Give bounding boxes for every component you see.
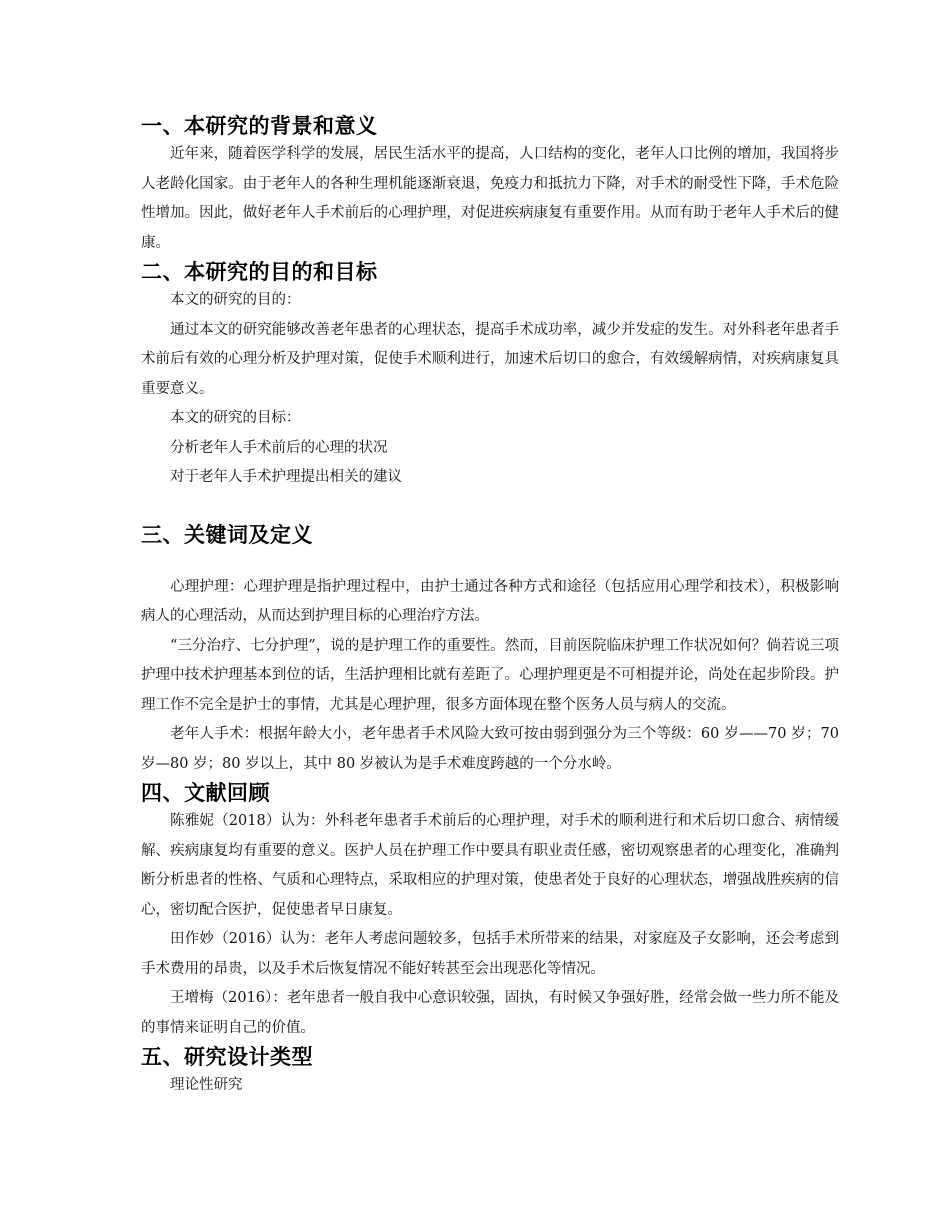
section-heading: 五、研究设计类型 [141,1045,313,1069]
paragraph: 心理护理：心理护理是指护理过程中，由护士通过各种方式和途径（包括应用心理学和技术），积极影响病人的心理活动，从而达到护理目标的心理治疗方法。 [141,578,839,624]
section-heading: 二、本研究的目的和目标 [141,260,378,284]
paragraph: 本文的研究的目标： [170,410,301,426]
paragraph: 对于老年人手术护理提出相关的建议 [170,469,402,485]
paragraph: 通过本文的研究能够改善老年患者的心理状态，提高手术成功率，减少并发症的发生。对外科老年患者手术前后有效的心理分析及护理对策，促使手术顺利进行，加速术后切口的愈合，有效缓解病情，对疾病康复具重要意义。 [141,321,839,397]
paragraph: 田作妙（2016）认为：老年人考虑问题较多，包括手术所带来的结果，对家庭及子女影响，还会考虑到手术费用的昂贵，以及手术后恢复情况不能好转甚至会出现恶化等情况。 [141,931,839,977]
paragraph: 老年人手术：根据年龄大小，老年患者手术风险大致可按由弱到强分为三个等级：60 岁——70 岁；70 岁—80 岁；80 岁以上，其中 80 岁被认为是手术难度跨越的一个分水岭。 [141,726,839,772]
document-page [141,112,839,1101]
section-heading: 四、文献回顾 [141,781,270,805]
paragraph: 近年来，随着医学科学的发展，居民生活水平的提高，人口结构的变化，老年人口比例的增加，我国将步人老龄化国家。由于老年人的各种生理机能逐渐衰退，免疫力和抵抗力下降，对手术的耐受性下降，手术危险性增加。因此，做好老年人手术前后的心理护理，对促进疾病康复有重要作用。从而有助于老年人手术后的健康。 [141,146,839,251]
spacer [141,493,839,521]
section-literature [141,779,839,1043]
spacer [141,549,839,573]
section-heading: 一、本研究的背景和意义 [141,114,378,138]
paragraph: 理论性研究 [170,1077,243,1093]
paragraph: 王增梅（2016）：老年患者一般自我中心意识较强，固执，有时候又争强好胜，经常会做一些力所不能及的事情来证明自己的价值。 [141,990,839,1036]
section-design-type [141,1043,839,1101]
section-background [141,112,839,258]
section-heading: 三、关键词及定义 [141,522,313,547]
paragraph: 本文的研究的目的： [170,292,301,308]
section-purpose [141,258,839,493]
paragraph: 陈雅妮（2018）认为：外科老年患者手术前后的心理护理，对手术的顺利进行和术后切口愈合、病情缓解、疾病康复均有重要的意义。医护人员在护理工作中要具有职业责任感，密切观察患者的心理变化，准确判断分析患者的性格、气质和心理特点，采取相应的护理对策，使患者处于良好的心理状态，增强战胜疾病的信心，密切配合医护，促使患者早日康复。 [141,813,839,918]
section-keywords [141,521,839,780]
paragraph: 分析老年人手术前后的心理的状况 [170,439,388,456]
paragraph: “三分治疗、七分护理”，说的是护理工作的重要性。然而，目前医院临床护理工作状况如何？倘若说三项护理中技术护理基本到位的话，生活护理相比就有差距了。心理护理更是不可相提并论，尚处在起步阶段。护理工作不完全是护士的事情，尤其是心理护理，很多方面体现在整个医务人员与病人的交流。 [141,637,839,713]
